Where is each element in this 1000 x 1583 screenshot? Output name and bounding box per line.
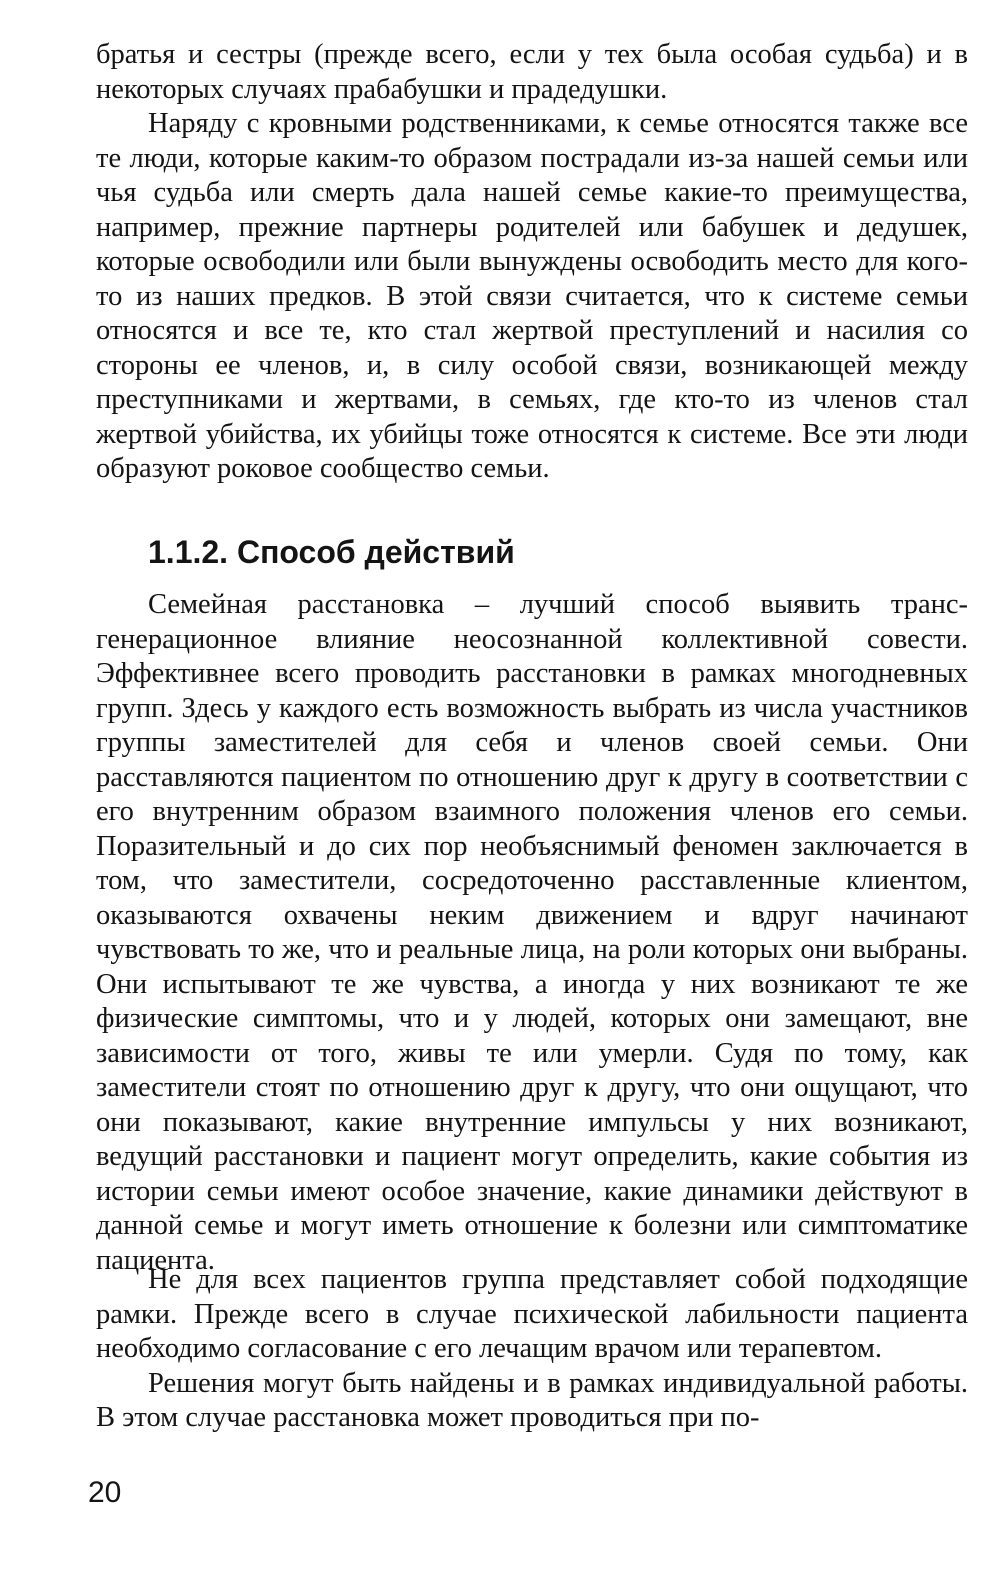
paragraph-family-members: Наряду с кровными родственниками, к семье относятся также все те люди, которые каким-то образом пострадали из-за нашей семьи или чья судьба или смерть дала нашей семье какие-то преимущества, например, прежние партнеры родителей или бабушек и дедушек, которые освободили или были вынуждены освободить место для кого-то из наших предков. В этой связи считается, что к системе семьи относятся и все те, кто стал жертвой преступлений и насилия со стороны ее членов, и, в силу особой связи, возникающей между преступниками и жертвами, в семьях, где кто-то из членов стал жертвой убийства, их убийцы тоже относятся к системе. Все эти люди образуют роковое сообщество семьи. <box>96 108 968 484</box>
section-text-end <box>96 1263 968 1436</box>
section-text <box>96 588 968 1278</box>
page-number: 20 <box>88 1476 122 1509</box>
section-heading: 1.1.2. Способ действий <box>148 534 515 570</box>
paragraph-constellation: Семейная расстановка – лучший способ выявить трансгенерационное влияние неосознанной коллективной совести. Эффективнее всего проводить расстановки в рамках многодневных групп. Здесь у каждого есть возможность выбрать из числа участников группы заместителей для себя и членов своей семьи. Они расставляются пациентом по отношению друг к другу в соответствии с его внутренним образом взаимного положения членов его семьи. Поразительный и до сих пор необъяснимый феномен заключается в том, что заместители, сосредоточенно расставленные клиентом, оказываются охвачены неким движением и вдруг начинают чувствовать то же, что и реальные лица, на роли которых они выбраны. Они испытывают те же чувства, а иногда у них возникают те же физические симптомы, что и у людей, которых они замещают, вне зависимости от того, живы те или умерли. Судя по тому, как заместители стоят по отношению друг к другу, что они ощущают, что они показывают, какие внутренние импульсы у них возникают, ведущий расстановки и пациент могут определить, какие события из истории семьи имеют особое значение, какие динамики действуют в данной семье и могут иметь отношение к болезни или симптоматике пациента. <box>96 589 968 1276</box>
paragraph-individual-work: Решения могут быть найдены и в рамках индивидуальной работы. В этом случае расстановка может проводиться при по- <box>96 1367 968 1433</box>
paragraph-continuation: братья и сестры (прежде всего, если у тех была особая судьба) и в некоторых случаях прабабушки и прадедушки. <box>96 39 968 105</box>
paragraph-group-setting: Не для всех пациентов группа представляет собой подходящие рамки. Прежде всего в случае психической лабильности пациента необходимо согласование с его лечащим врачом или терапевтом. <box>96 1264 968 1364</box>
intro-text <box>96 38 968 487</box>
